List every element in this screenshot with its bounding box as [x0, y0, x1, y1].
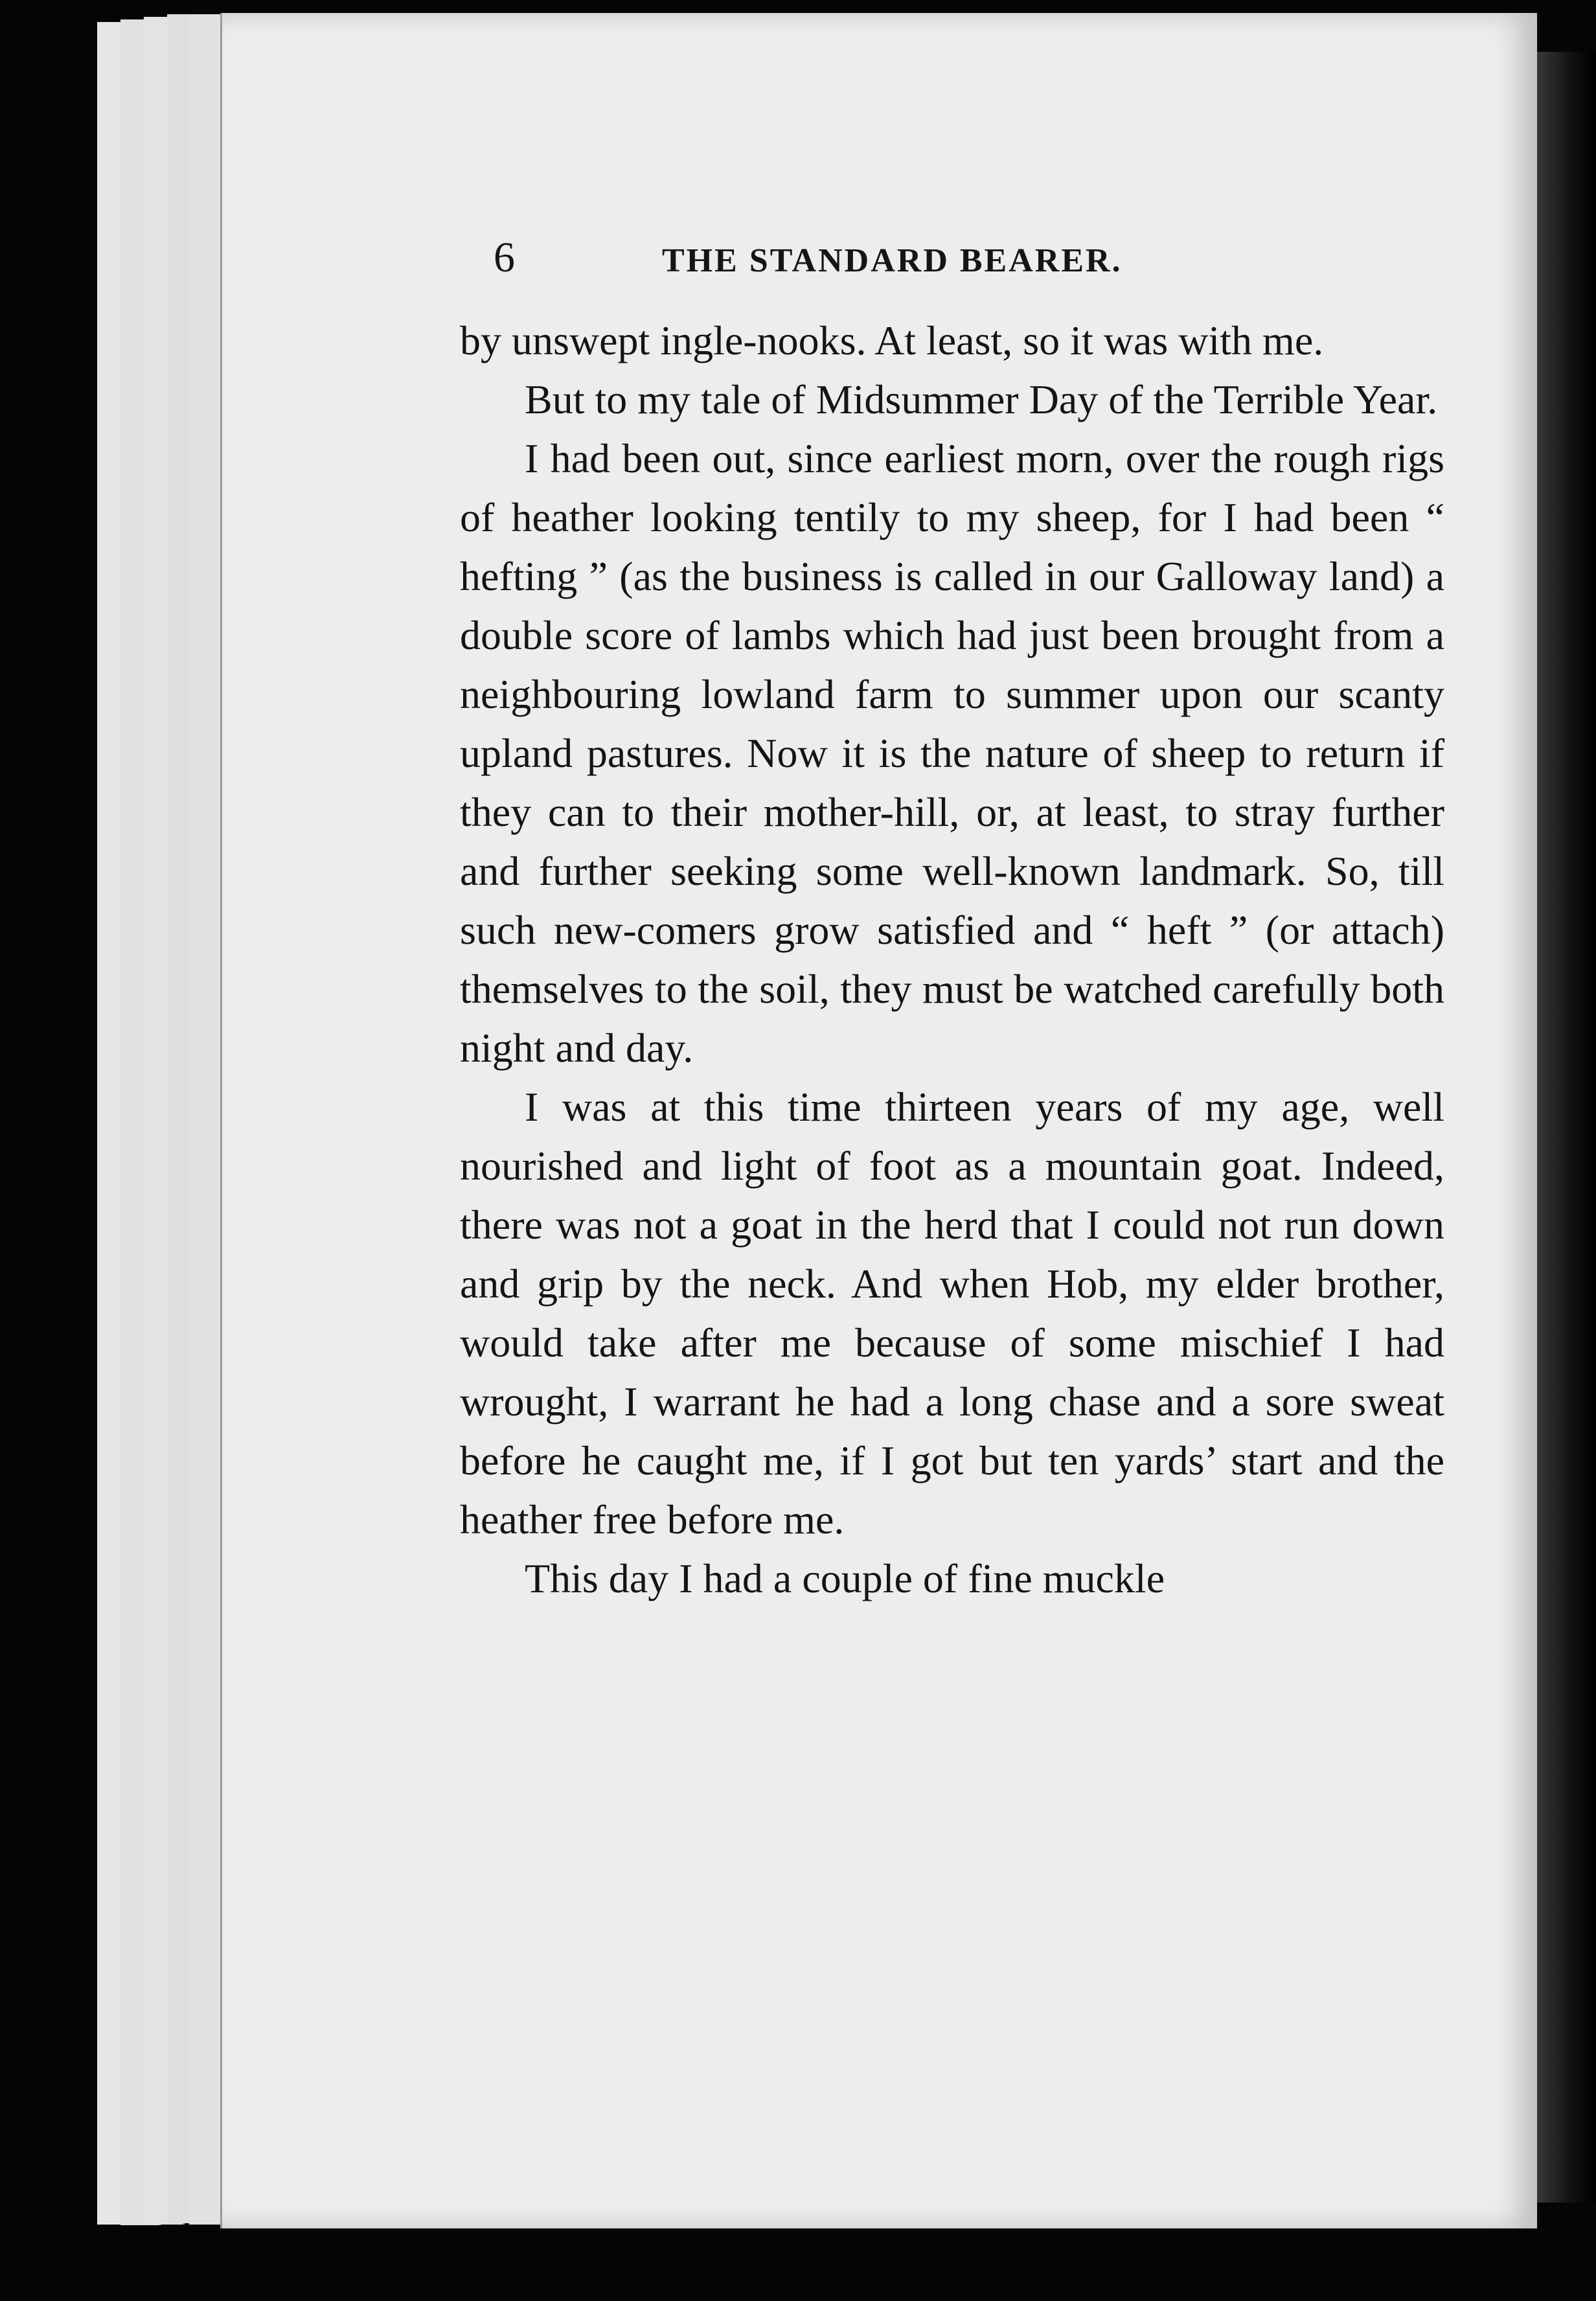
binding-shadow — [1535, 52, 1596, 2203]
paragraph: This day I had a couple of fine muckle — [525, 1555, 1165, 1601]
paragraph: But to my tale of Midsummer Day of the Terrible Year. — [525, 376, 1438, 422]
paragraph: by unswept ingle-nooks. At least, so it was with me. — [460, 317, 1324, 363]
book-title: THE STANDARD BEARER. — [662, 242, 1123, 279]
running-head — [494, 233, 1491, 285]
paragraph: I had been out, since earliest morn, over the rough rigs of heather looking tentily to my sheep, for I had been “ hefting ” (as the business is called in our Galloway land) a double score of lambs which had just been brought from a neighbouring lowland farm to summer upon our scanty upland pastures. Now it is the nature of sheep to return if they can to their mother-hill, or, at least, to stray further and further seeking some well-known landmark. So, till such new-comers grow satisfied and “ heft ” (or attach) themselves to the soil, they must be watched carefully both night and day. — [460, 435, 1444, 1071]
body-text — [460, 311, 1444, 1608]
paragraph: I was at this time thirteen years of my age, well nourished and light of foot as a mountain goat. Indeed, there was not a goat in the herd that I could not run down and grip by the neck. And when Hob, my elder brother, would take after me because of some mischief I had wrought, I warrant he had a long chase and a sore sweat before he caught me, if I got but ten yards’ start and the heather free before me. — [460, 1084, 1444, 1542]
page-number: 6 — [494, 234, 515, 281]
